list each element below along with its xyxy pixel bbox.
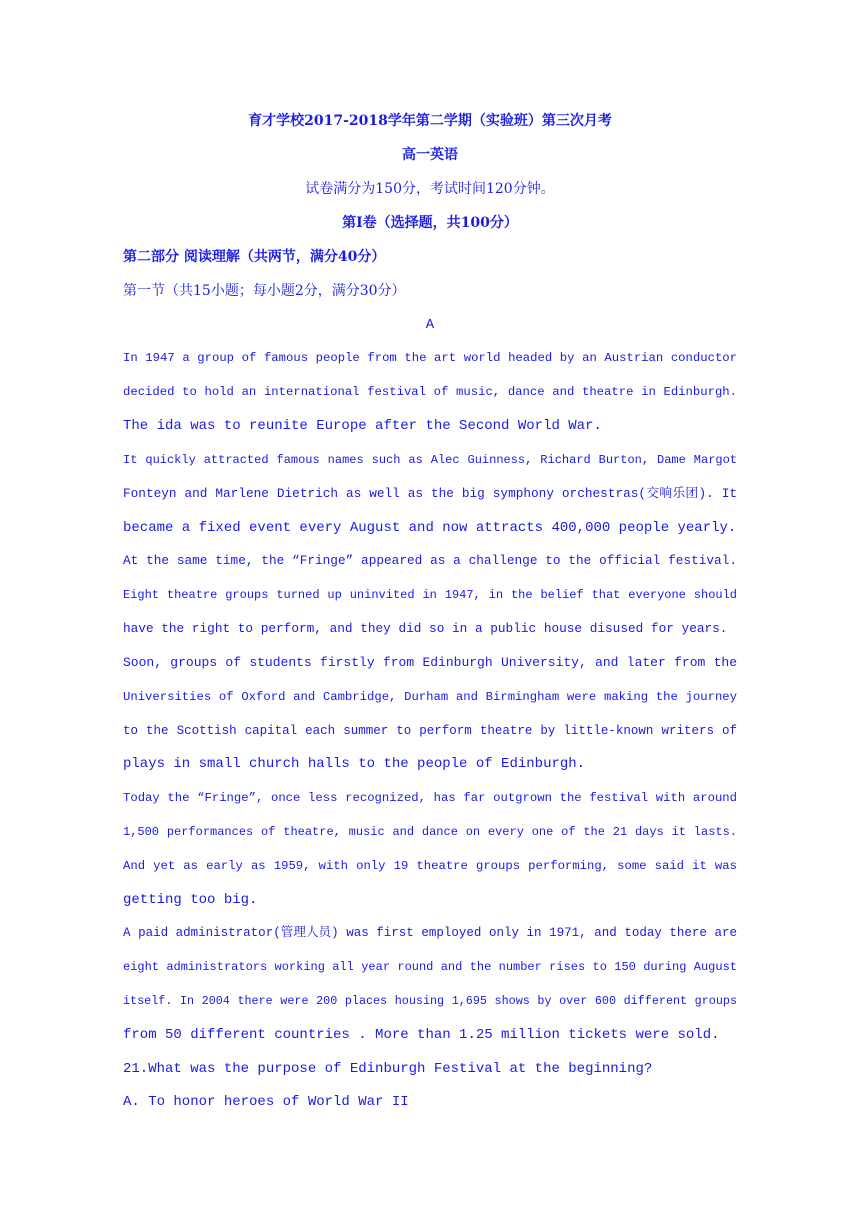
passage-line: have the right to perform, and they did so in a public house disused for years. bbox=[123, 621, 728, 636]
passage-line: became a fixed event every August and now attracts 400,000 people yearly. bbox=[123, 520, 737, 536]
part-title: 第二部分 阅读理解（共两节，满分40分） bbox=[123, 249, 386, 265]
passage-line: At the same time, the “Fringe” appeared as a challenge to the official festival. bbox=[123, 553, 737, 568]
passage-line: Universities of Oxford and Cambridge, Durham and Birmingham were making the journey bbox=[123, 690, 737, 704]
exam-instructions: 试卷满分为150分，考试时间120分钟。 bbox=[305, 181, 555, 197]
passage-line: In 1947 a group of famous people from the art world headed by an Austrian conductor bbox=[123, 351, 737, 365]
passage-line: A paid administrator(管理人员) was first employed only in 1971, and today there are bbox=[123, 926, 737, 940]
passage-line: 1,500 performances of theatre, music and dance on every one of the 21 days it lasts. bbox=[123, 825, 737, 839]
passage-line: The ida was to reunite Europe after the Second World War. bbox=[123, 418, 602, 434]
exam-title: 育才学校2017-2018学年第二学期（实验班）第三次月考 bbox=[248, 113, 612, 129]
volume-title: 第Ⅰ卷（选择题，共100分） bbox=[342, 215, 518, 231]
passage-line: Eight theatre groups turned up uninvited in 1947, in the belief that everyone should bbox=[123, 588, 737, 602]
passage-line: And yet as early as 1959, with only 19 theatre groups performing, some said it was bbox=[123, 859, 737, 873]
passage-label: A bbox=[425, 317, 435, 333]
passage-line: Soon, groups of students firstly from Edinburgh University, and later from the bbox=[123, 655, 737, 670]
question-stem: 21.What was the purpose of Edinburgh Festival at the beginning? bbox=[123, 1061, 653, 1077]
passage-line: to the Scottish capital each summer to perform theatre by little-known writers of bbox=[123, 724, 737, 738]
passage-line: plays in small church halls to the people of Edinburgh. bbox=[123, 756, 586, 772]
passage-line: Today the “Fringe”, once less recognized, has far outgrown the festival with around bbox=[123, 791, 737, 805]
passage-line: decided to hold an international festival of music, dance and theatre in Edinburgh. bbox=[123, 385, 737, 399]
passage-line: eight administrators working all year round and the number rises to 150 during August bbox=[123, 960, 737, 974]
passage-line: from 50 different countries . More than 1.25 million tickets were sold. bbox=[123, 1027, 720, 1043]
passage-line: Fonteyn and Marlene Dietrich as well as the big symphony orchestras(交响乐团). It bbox=[123, 486, 737, 501]
question-option-a: A. To honor heroes of World War II bbox=[123, 1094, 409, 1110]
passage-line: It quickly attracted famous names such as Alec Guinness, Richard Burton, Dame Margot bbox=[123, 453, 737, 467]
passage-line: itself. In 2004 there were 200 places housing 1,695 shows by over 600 different groups bbox=[123, 994, 737, 1008]
subject-title: 高一英语 bbox=[402, 147, 458, 163]
passage-line: getting too big. bbox=[123, 892, 258, 908]
section-title: 第一节（共15小题；每小题2分，满分30分） bbox=[123, 283, 406, 299]
